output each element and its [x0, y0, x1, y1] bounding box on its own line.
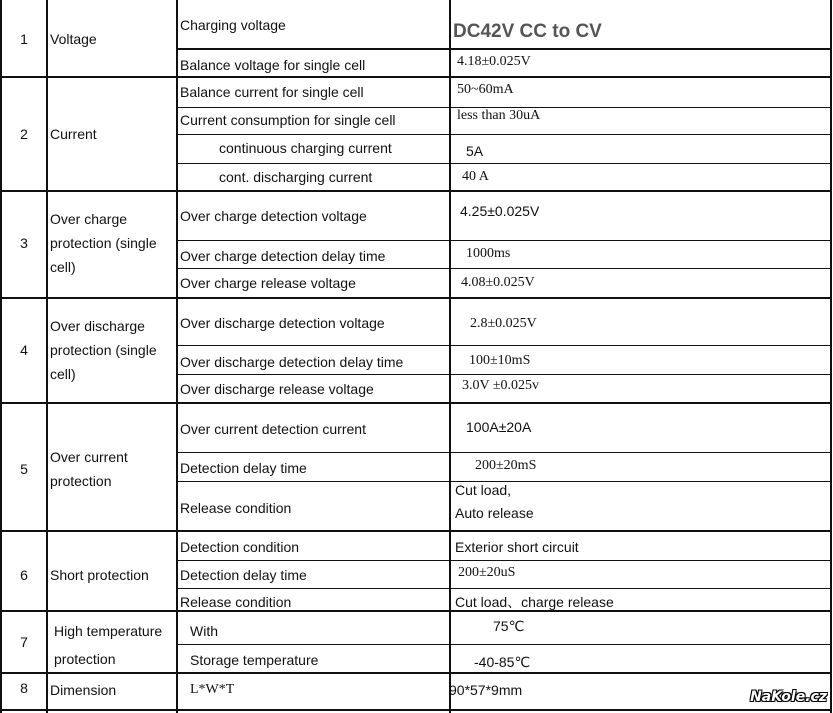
section-separator	[0, 402, 832, 404]
watermark-logo: NaKole.cz	[750, 689, 827, 705]
param-label: Over charge release voltage	[180, 275, 356, 291]
row-separator	[176, 588, 832, 589]
param-label: Release condition	[180, 594, 292, 610]
param-label: cont. discharging current	[219, 169, 373, 185]
row-separator	[176, 452, 832, 453]
section-name: Over discharge	[50, 318, 145, 334]
section-separator	[0, 530, 832, 532]
param-label: Over discharge detection voltage	[180, 315, 385, 331]
param-value: 2.8±0.025V	[470, 316, 537, 331]
param-label: Over current detection current	[180, 421, 366, 437]
param-label: With	[190, 623, 218, 639]
section-name: Over charge	[50, 211, 128, 227]
param-label: Over charge detection delay time	[180, 248, 386, 264]
param-value: 4.18±0.025V	[457, 54, 531, 69]
section-number: 1	[20, 31, 28, 47]
param-value: 4.08±0.025V	[461, 275, 535, 290]
section-separator	[0, 190, 832, 192]
section-number: 7	[20, 634, 28, 650]
section-name: Current	[50, 126, 97, 142]
row-separator	[176, 644, 832, 645]
section-separator	[0, 610, 832, 612]
grid-line	[46, 0, 48, 713]
section-separator	[0, 709, 832, 711]
param-value: 1000ms	[466, 246, 511, 261]
section-number: 6	[20, 567, 28, 583]
param-value: 90*57*9mm	[449, 682, 523, 698]
param-label: Detection condition	[180, 539, 300, 555]
param-value: 100A±20A	[466, 419, 532, 435]
param-value: 4.25±0.025V	[460, 203, 540, 219]
param-label: Current consumption for single cell	[180, 112, 396, 128]
section-name: protection (single	[50, 235, 157, 251]
row-separator	[176, 268, 832, 269]
section-name: protection	[54, 651, 116, 667]
param-value: 40 A	[462, 169, 489, 184]
param-value: 5A	[466, 143, 484, 159]
section-number: 2	[20, 126, 28, 142]
section-number: 3	[20, 235, 28, 251]
param-label: Release condition	[180, 500, 292, 516]
param-label: Over discharge detection delay time	[180, 354, 404, 370]
section-name: Over current	[50, 449, 128, 465]
param-label: Detection delay time	[180, 567, 307, 583]
param-value: 3.0V ±0.025v	[462, 378, 540, 393]
section-name: protection (single	[50, 342, 157, 358]
param-label: continuous charging current	[219, 140, 392, 156]
param-label: Detection delay time	[180, 460, 307, 476]
param-label: Over discharge release voltage	[180, 381, 374, 397]
section-name: Short protection	[50, 567, 149, 583]
param-value: 75℃	[493, 618, 525, 634]
param-value: -40-85℃	[474, 654, 531, 670]
param-value: 50~60mA	[457, 82, 514, 97]
param-label: Over charge detection voltage	[180, 208, 367, 224]
param-label: Charging voltage	[180, 17, 286, 33]
row-separator	[176, 345, 832, 346]
param-label: Storage temperature	[190, 652, 319, 668]
param-value: Exterior short circuit	[455, 539, 579, 555]
param-value: 100±10mS	[469, 353, 531, 368]
row-separator	[176, 163, 832, 164]
section-separator	[0, 76, 832, 78]
section-separator	[0, 672, 832, 674]
section-name: Dimension	[50, 682, 117, 698]
section-name: cell)	[50, 366, 76, 382]
param-value: 200±20mS	[475, 458, 537, 473]
param-label: L*W*T	[190, 682, 235, 697]
param-label: Balance voltage for single cell	[180, 57, 366, 73]
section-number: 4	[20, 342, 28, 358]
row-separator	[176, 240, 832, 241]
section-name: protection	[50, 473, 112, 489]
row-separator	[176, 134, 832, 135]
param-value: DC42V CC to CV	[453, 21, 602, 42]
section-name: cell)	[50, 259, 76, 275]
param-value: 200±20uS	[458, 565, 516, 580]
section-name: Voltage	[50, 31, 97, 47]
section-number: 5	[20, 461, 28, 477]
section-separator	[0, 297, 832, 299]
param-label: Balance current for single cell	[180, 84, 364, 100]
param-value: less than 30uA	[457, 108, 541, 123]
section-name: High temperature	[54, 623, 163, 639]
section-number: 8	[20, 680, 28, 696]
param-value: Cut load,	[455, 482, 512, 498]
param-value: Auto release	[455, 505, 534, 521]
param-value: Cut load、charge release	[455, 594, 614, 610]
